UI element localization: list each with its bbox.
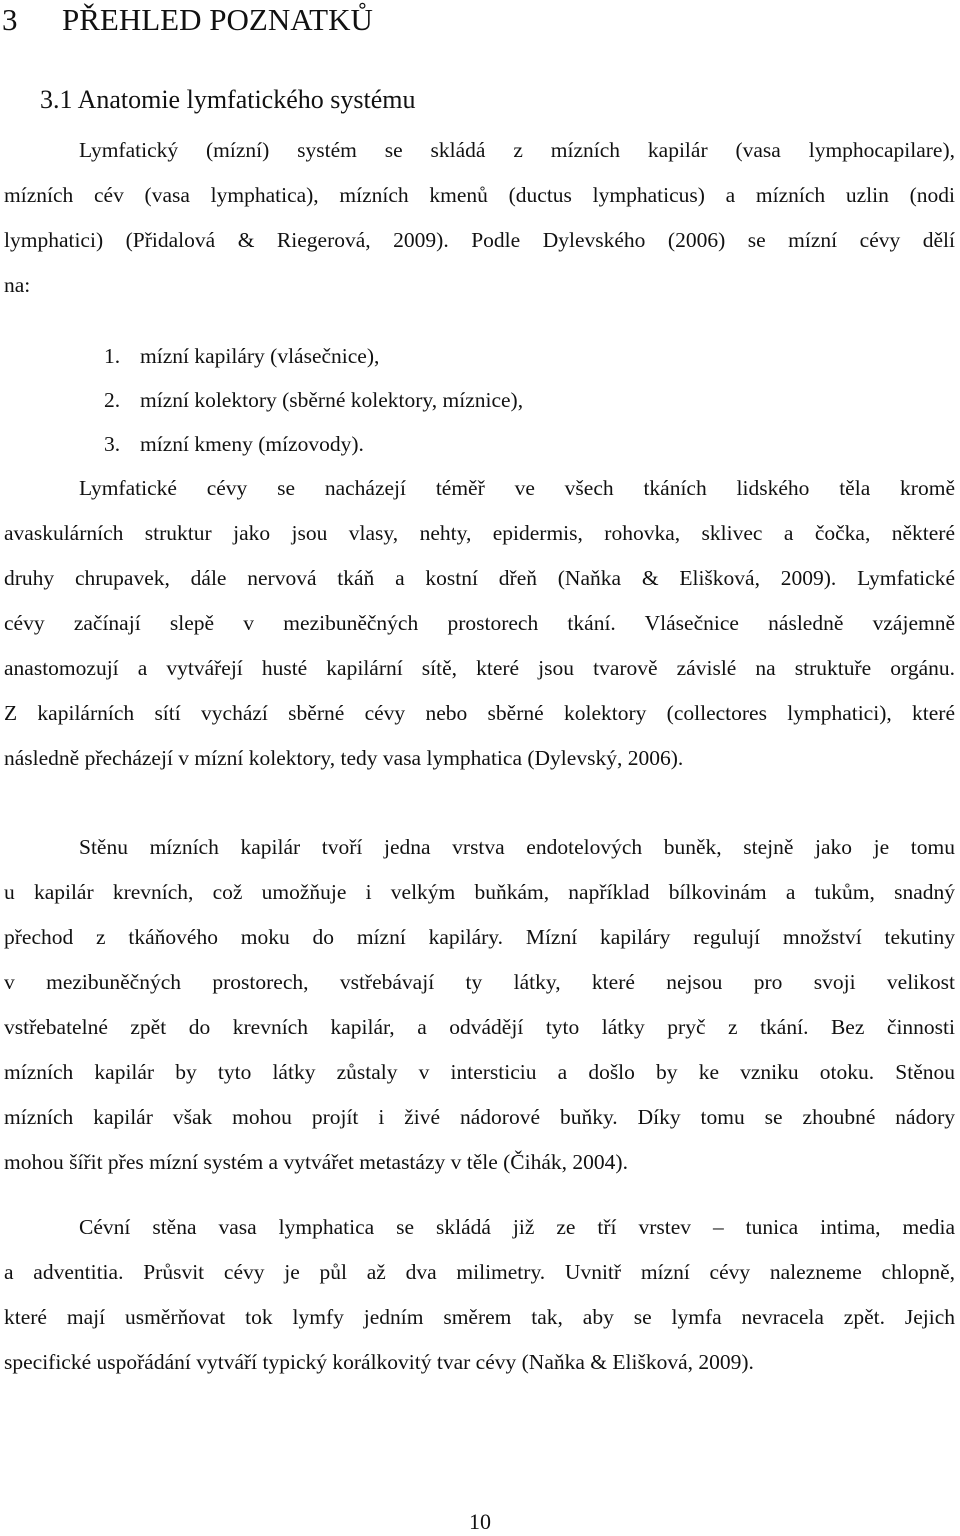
paragraph-line: Z kapilárních sítí vychází sběrné cévy nebo sběrné kolektory (collectores lymphatici), které [4, 701, 955, 725]
paragraph-line: mízních kapilár by tyto látky zůstaly v intersticiu a došlo by ke vzniku otoku. Stěnou [4, 1060, 955, 1084]
paragraph-line: mohou šířit přes mízní systém a vytvářet metastázy v těle (Čihák, 2004). [4, 1150, 628, 1174]
list-item-text: mízní kapiláry (vlásečnice), [140, 344, 380, 368]
paragraph-line: avaskulárních struktur jako jsou vlasy, nehty, epidermis, rohovka, sklivec a čočka, některé [4, 521, 955, 545]
paragraph-line: v mezibuněčných prostorech, vstřebávají ty látky, které nejsou pro svoji velikost [4, 970, 955, 994]
paragraph-line: u kapilár krevních, což umožňuje i velkým buňkám, například bílkovinám a tukům, snadný [4, 880, 955, 904]
page-number: 10 [469, 1509, 491, 1534]
paragraph-line: mízních kapilár však mohou projít i živé nádorové buňky. Díky tomu se zhoubné nádory [4, 1105, 955, 1129]
paragraph-line: na: [4, 273, 31, 297]
section-heading: 3.1 Anatomie lymfatického systému [40, 85, 416, 114]
list-item [104, 378, 523, 422]
paragraph-line: mízních cév (vasa lymphatica), mízních kmenů (ductus lymphaticus) a mízních uzlin (nodi [4, 183, 955, 207]
paragraph-line: Lymfatické cévy se nacházejí téměř ve všech tkáních lidského těla kromě [79, 476, 955, 500]
paragraph-line: cévy začínají slepě v mezibuněčných prostorech tkání. Vlásečnice následně vzájemně [4, 611, 955, 635]
chapter-heading [2, 0, 373, 40]
paragraph-vessel-wall [4, 1205, 955, 1385]
paragraph-line: Cévní stěna vasa lymphatica se skládá již ze tří vrstev – tunica intima, media [79, 1215, 955, 1239]
paragraph-line: které mají usměrňovat tok lymfy jedním směrem tak, aby se lymfa nevracela zpět. Jejich [4, 1305, 955, 1329]
list-item-number: 1. [104, 344, 121, 368]
paragraph-line: následně přecházejí v mízní kolektory, tedy vasa lymphatica (Dylevský, 2006). [4, 746, 684, 770]
paragraph-line: specifické uspořádání vytváří typický korálkovitý tvar cévy (Naňka & Elišková, 2009). [4, 1350, 754, 1374]
paragraph-line: druhy chrupavek, dále nervová tkáň a kostní dřeň (Naňka & Elišková, 2009). Lymfatické [4, 566, 955, 590]
paragraph-line: a adventitia. Průsvit cévy je půl až dva milimetry. Uvnitř mízní cévy nalezneme chlopně, [4, 1260, 955, 1284]
paragraph-line: anastomozují a vytvářejí husté kapilární sítě, které jsou tvarově závislé na struktuře orgánu. [4, 656, 955, 680]
chapter-title: PŘEHLED POZNATKŮ [62, 2, 373, 37]
list-item-text: mízní kmeny (mízovody). [140, 432, 364, 456]
paragraph-capillary-wall [4, 825, 955, 1185]
paragraph-lymphatic-system [4, 128, 955, 308]
list-item-number: 2. [104, 388, 121, 412]
list-item-text: mízní kolektory (sběrné kolektory, míznice), [140, 388, 524, 412]
paragraph-lymphatic-vessels [4, 466, 955, 781]
list-item-number: 3. [104, 432, 121, 456]
chapter-number: 3 [2, 2, 18, 37]
paragraph-line: přechod z tkáňového moku do mízní kapiláry. Mízní kapiláry regulují množství tekutiny [4, 925, 955, 949]
paragraph-line: Stěnu mízních kapilár tvoří jedna vrstva endotelových buněk, stejně jako je tomu [79, 835, 955, 859]
vessel-type-list [104, 334, 523, 466]
paragraph-line: Lymfatický (mízní) systém se skládá z mízních kapilár (vasa lymphocapilare), [79, 138, 955, 162]
list-item [104, 334, 523, 378]
paragraph-line: vstřebatelné zpět do krevních kapilár, a odvádějí tyto látky pryč z tkání. Bez činnosti [4, 1015, 955, 1039]
paragraph-line: lymphatici) (Přidalová & Riegerová, 2009). Podle Dylevského (2006) se mízní cévy dělí [4, 228, 955, 252]
list-item [104, 422, 523, 466]
